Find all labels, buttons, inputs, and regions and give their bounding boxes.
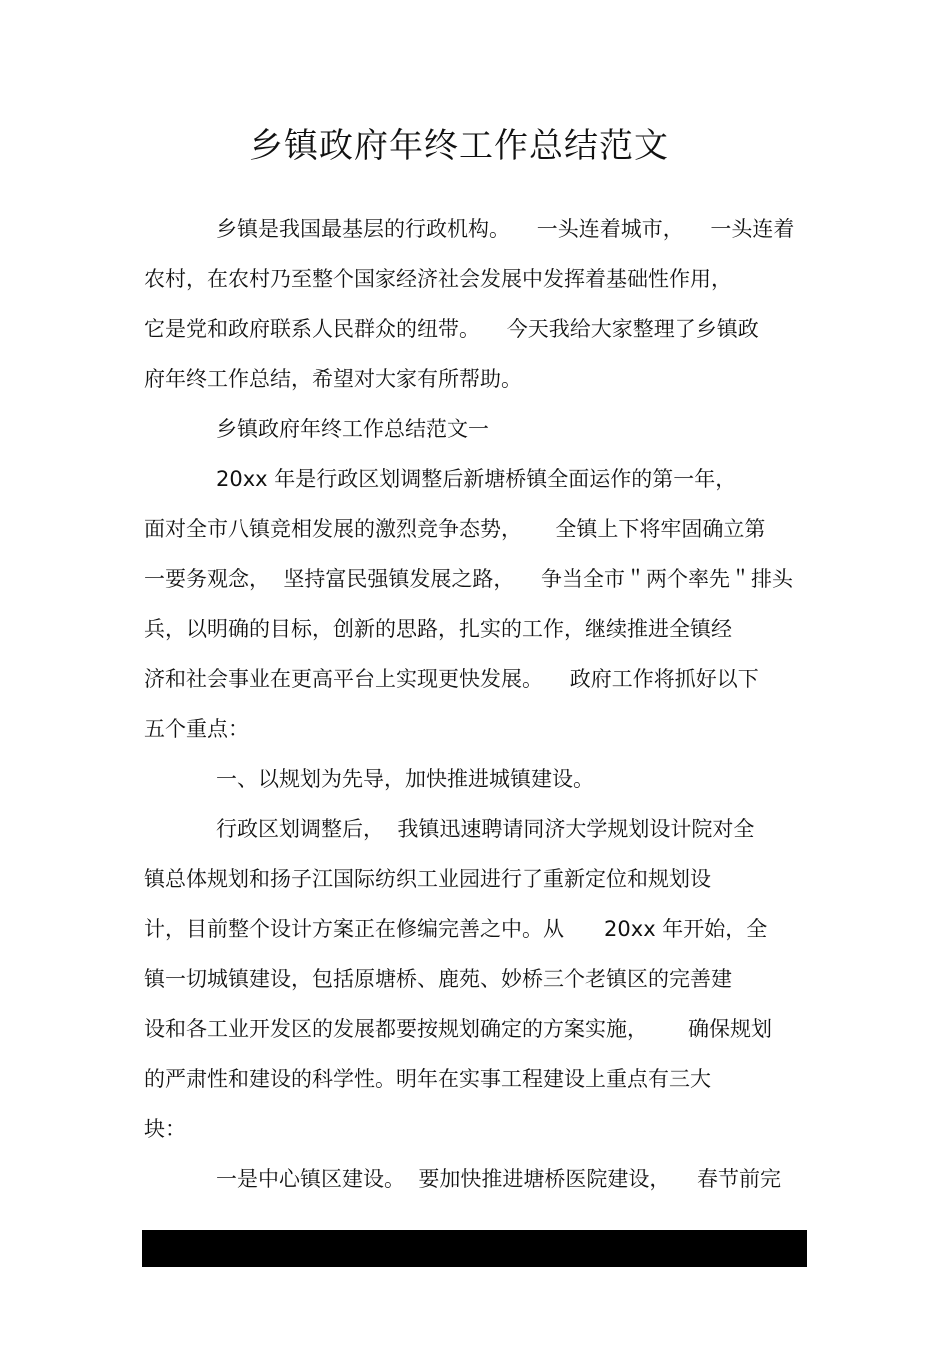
body-line: 设和各工业开发区的发展都要按规划确定的方案实施， 确保规划 xyxy=(144,1017,773,1041)
body-line: 计，目前整个设计方案正在修编完善之中。从 20xx 年开始，全 xyxy=(144,917,768,941)
body-line: 20xx 年是行政区划调整后新塘桥镇全面运作的第一年， xyxy=(216,467,737,491)
body-line: 农村，在农村乃至整个国家经济社会发展中发挥着基础性作用， xyxy=(144,267,732,291)
document-title: 乡镇政府年终工作总结范文 xyxy=(249,126,669,166)
body-line: 的严肃性和建设的科学性。明年在实事工程建设上重点有三大 xyxy=(144,1067,711,1091)
body-line: 面对全市八镇竞相发展的激烈竞争态势， 全镇上下将牢固确立第 xyxy=(144,517,766,541)
body-line: 镇一切城镇建设，包括原塘桥、鹿苑、妙桥三个老镇区的完善建 xyxy=(144,967,732,991)
body-line: 五个重点： xyxy=(144,717,249,741)
body-line: 济和社会事业在更高平台上实现更快发展。 政府工作将抓好以下 xyxy=(144,667,759,691)
body-line: 镇总体规划和扬子江国际纺织工业园进行了重新定位和规划设 xyxy=(144,867,711,891)
body-line: 兵，以明确的目标，创新的思路，扎实的工作，继续推进全镇经 xyxy=(144,617,732,641)
section-heading: 乡镇政府年终工作总结范文一 xyxy=(216,417,489,441)
body-line: 它是党和政府联系人民群众的纽带。 今天我给大家整理了乡镇政 xyxy=(144,317,759,341)
body-line: 府年终工作总结，希望对大家有所帮助。 xyxy=(144,367,522,391)
body-line: 乡镇是我国最基层的行政机构。 一头连着城市， 一头连着 xyxy=(216,217,795,241)
subsection-heading: 一、以规划为先导，加快推进城镇建设。 xyxy=(216,767,594,791)
body-line: 行政区划调整后， 我镇迅速聘请同济大学规划设计院对全 xyxy=(216,817,755,841)
body-line: 一要务观念， 坚持富民强镇发展之路， 争当全市＂两个率先＂排头 xyxy=(144,567,794,591)
footer-redaction-bar xyxy=(142,1230,807,1267)
body-line: 块： xyxy=(144,1117,186,1141)
body-line: 一是中心镇区建设。 要加快推进塘桥医院建设， 春节前完 xyxy=(216,1167,782,1191)
